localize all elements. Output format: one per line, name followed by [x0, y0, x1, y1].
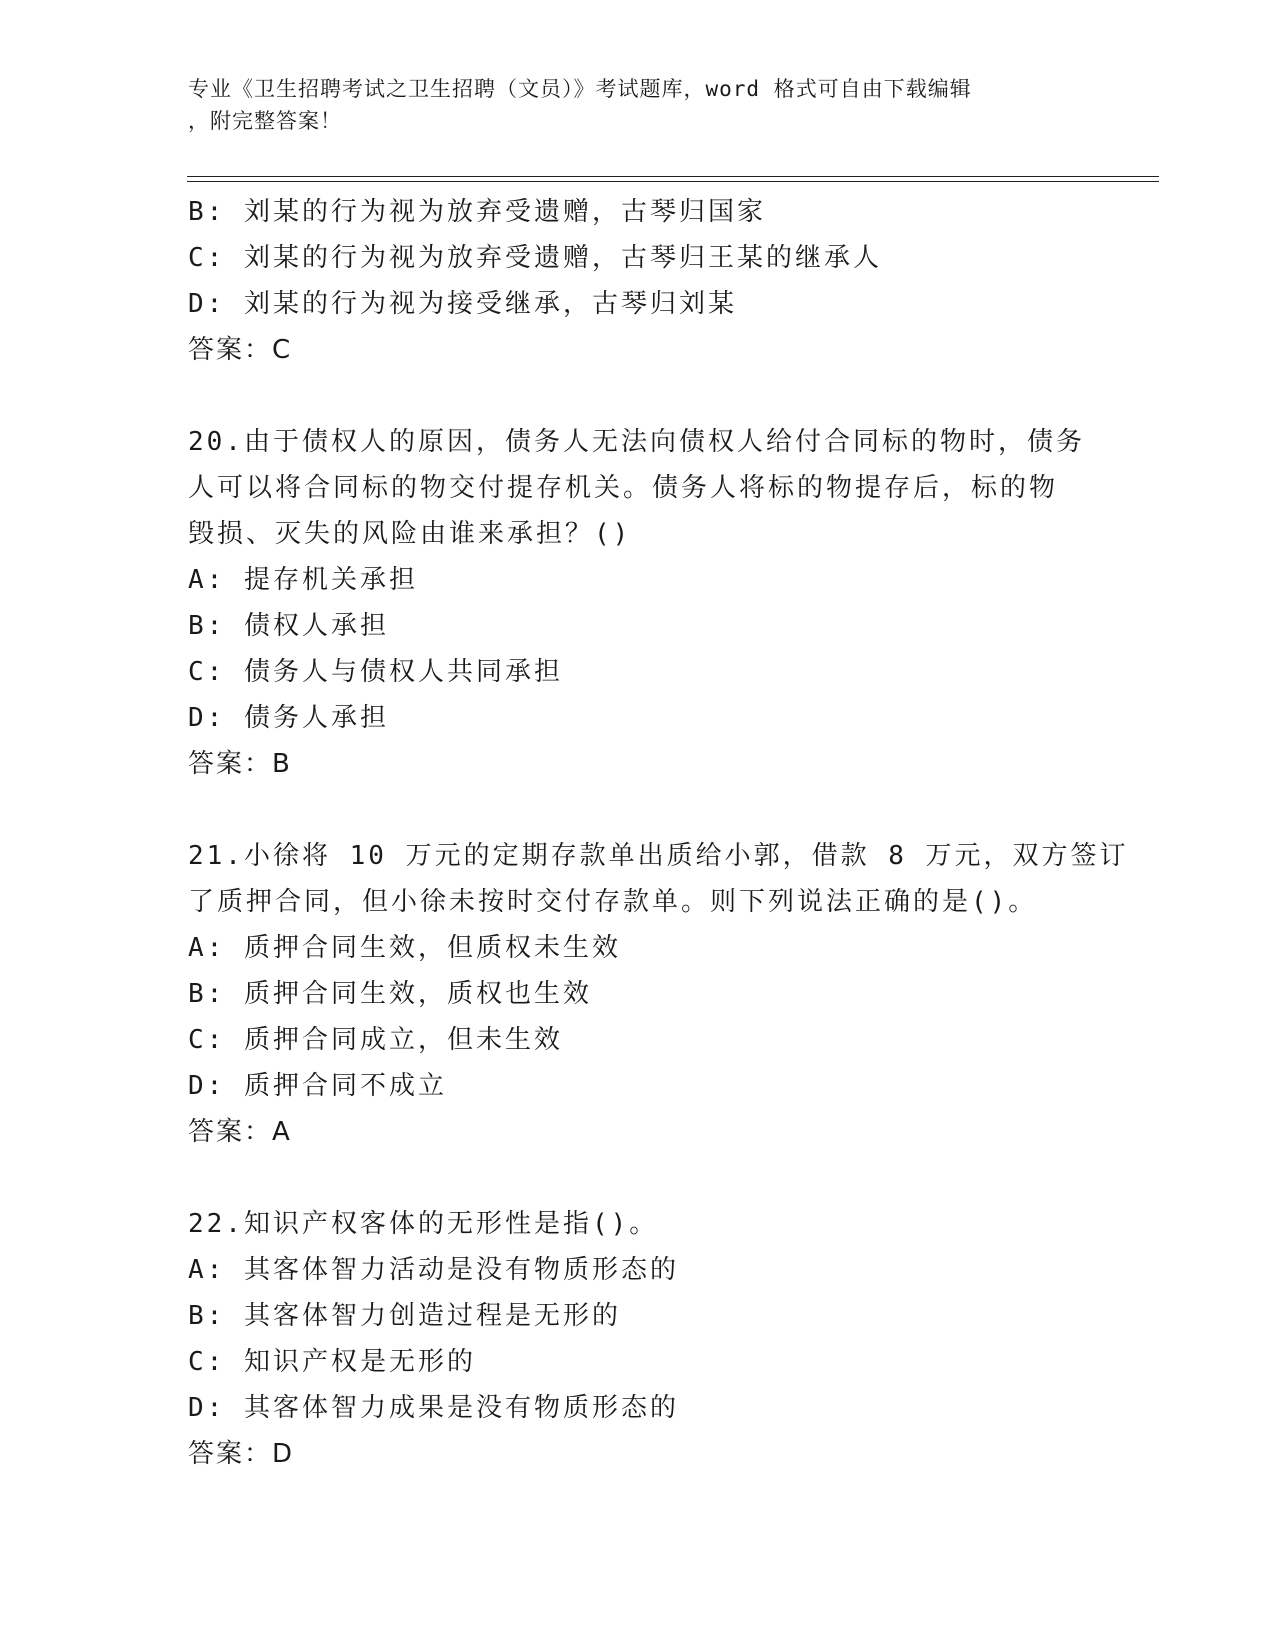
question-stem: 21.小徐将 10 万元的定期存款单出质给小郭，借款 8 万元，双方签订 — [188, 841, 1129, 871]
option-b: B: 其客体智力创造过程是无形的 — [188, 1301, 621, 1331]
question-21 — [188, 833, 1129, 1155]
option-c: C: 债务人与债权人共同承担 — [188, 657, 563, 687]
header-line-1: 专业《卫生招聘考试之卫生招聘（文员）》考试题库，word 格式可自由下载编辑 — [188, 77, 972, 101]
header-line-2: ，附完整答案！ — [188, 109, 342, 133]
option-b: B: 质押合同生效，质权也生效 — [188, 979, 592, 1009]
option-c: C: 质押合同成立，但未生效 — [188, 1025, 563, 1055]
option-a: A: 提存机关承担 — [188, 565, 418, 595]
answer: 答案：A — [188, 1117, 292, 1147]
option-b: B: 刘某的行为视为放弃受遗赠，古琴归国家 — [188, 197, 766, 227]
option-b: B: 债权人承担 — [188, 611, 389, 641]
option-d: D: 质押合同不成立 — [188, 1071, 447, 1101]
option-c: C: 知识产权是无形的 — [188, 1347, 476, 1377]
option-c: C: 刘某的行为视为放弃受遗赠，古琴归王某的继承人 — [188, 243, 882, 273]
option-d: D: 债务人承担 — [188, 703, 389, 733]
question-stem: 人可以将合同标的物交付提存机关。债务人将标的物提存后，标的物 — [188, 473, 1059, 503]
answer: 答案：B — [188, 749, 292, 779]
question-20 — [188, 419, 1088, 787]
option-a: A: 质押合同生效，但质权未生效 — [188, 933, 621, 963]
question-22 — [188, 1201, 1088, 1477]
header-divider-top — [187, 176, 1159, 177]
answer: 答案：D — [188, 1439, 295, 1469]
question-stem: 毁损、灭失的风险由谁来承担？() — [188, 519, 632, 549]
answer: 答案：C — [188, 335, 293, 365]
question-list — [188, 189, 1129, 1477]
question-19 — [188, 189, 1088, 373]
option-d: D: 其客体智力成果是没有物质形态的 — [188, 1393, 679, 1423]
page-header — [188, 73, 1088, 137]
question-stem: 20.由于债权人的原因，债务人无法向债权人给付合同标的物时，债务 — [188, 427, 1085, 457]
option-a: A: 其客体智力活动是没有物质形态的 — [188, 1255, 679, 1285]
question-stem: 了质押合同，但小徐未按时交付存款单。则下列说法正确的是()。 — [188, 887, 1038, 917]
question-stem: 22.知识产权客体的无形性是指()。 — [188, 1209, 659, 1239]
option-d: D: 刘某的行为视为接受继承，古琴归刘某 — [188, 289, 737, 319]
header-divider-bottom — [187, 181, 1159, 182]
